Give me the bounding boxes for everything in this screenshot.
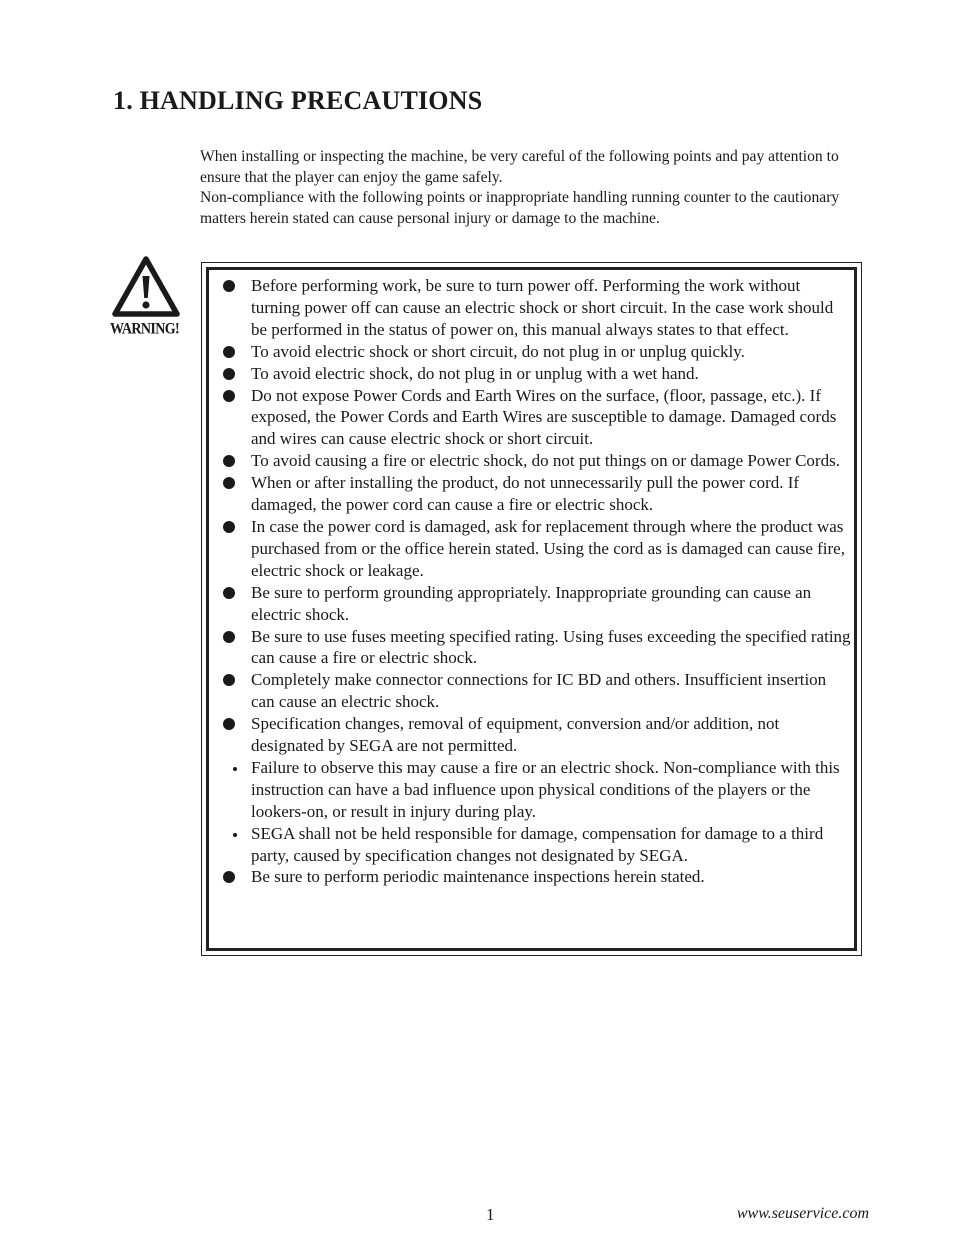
precaution-text: Completely make connector connections for IC BD and others. Insufficient insertion can cause an electric shock. (251, 670, 827, 712)
page-number: 1 (486, 1205, 495, 1224)
warning-triangle-icon (112, 256, 180, 318)
precaution-item (251, 516, 851, 582)
precaution-item (251, 866, 851, 888)
precaution-text: In case the power cord is damaged, ask for replacement through where the product was purchased from or the office herein stated. Using the cord as is damaged can cause fire, electric shock or leakage. (251, 516, 845, 580)
precaution-item (251, 582, 851, 626)
precautions-list (251, 275, 851, 888)
intro-text (200, 147, 840, 229)
precaution-text: SEGA shall not be held responsible for damage, compensation for damage to a third party, caused by specification changes not designated by SEGA. (251, 823, 824, 865)
precaution-text: Specification changes, removal of equipment, conversion and/or addition, not designated by SEGA are not permitted. (251, 714, 780, 756)
precaution-item (251, 757, 851, 823)
precaution-item (251, 385, 851, 451)
precaution-text: To avoid electric shock or short circuit, do not plug in or unplug quickly. (251, 341, 745, 361)
precaution-text: When or after installing the product, do not unnecessarily pull the power cord. If damaged, the power cord can cause a fire or electric shock. (251, 473, 800, 515)
precaution-item (251, 341, 851, 363)
precaution-text: Failure to observe this may cause a fire or an electric shock. Non-compliance with this instruction can have a bad influence upon physical conditions of the players or the lookers-on, or result in injury during play. (251, 757, 840, 821)
precaution-item (251, 275, 851, 341)
precaution-text: Before performing work, be sure to turn power off. Performing the work without turning power off can cause an electric shock or short circuit. In the case work should be performed in the status of power on, this manual always states to that effect. (251, 276, 834, 339)
footer-url: www.seuservice.com (736, 1205, 869, 1222)
precaution-text: Be sure to perform grounding appropriately. Inappropriate grounding can cause an electric shock. (251, 582, 812, 624)
precaution-item (251, 823, 851, 867)
warning-label: WARNING! (110, 321, 180, 338)
precaution-item (251, 626, 851, 670)
precaution-text: To avoid electric shock, do not plug in or unplug with a wet hand. (251, 363, 699, 383)
page-title: 1. HANDLING PRECAUTIONS (113, 86, 483, 115)
precaution-text: Do not expose Power Cords and Earth Wires on the surface, (floor, passage, etc.). If exposed, the Power Cords and Earth Wires are susceptible to damage. Damaged cords and wires can cause electric shock or short circuit. (251, 385, 837, 449)
warning-symbol (110, 256, 180, 346)
precaution-text: Be sure to perform periodic maintenance inspections herein stated. (251, 867, 705, 887)
precaution-item (251, 450, 851, 472)
precaution-item (251, 669, 851, 713)
intro-paragraph-1: When installing or inspecting the machine, be very careful of the following points and pay attention to ensure that the player can enjoy the game safely. (200, 148, 839, 186)
precaution-text: To avoid causing a fire or electric shock, do not put things on or damage Power Cords. (251, 451, 840, 471)
precaution-item (251, 363, 851, 385)
precaution-text: Be sure to use fuses meeting specified rating. Using fuses exceeding the specified rating can cause a fire or electric shock. (251, 626, 851, 668)
intro-paragraph-2: Non-compliance with the following points or inappropriate handling running counter to the cautionary matters herein stated can cause personal injury or damage to the machine. (200, 189, 840, 227)
precaution-item (251, 713, 851, 757)
precaution-item (251, 472, 851, 516)
